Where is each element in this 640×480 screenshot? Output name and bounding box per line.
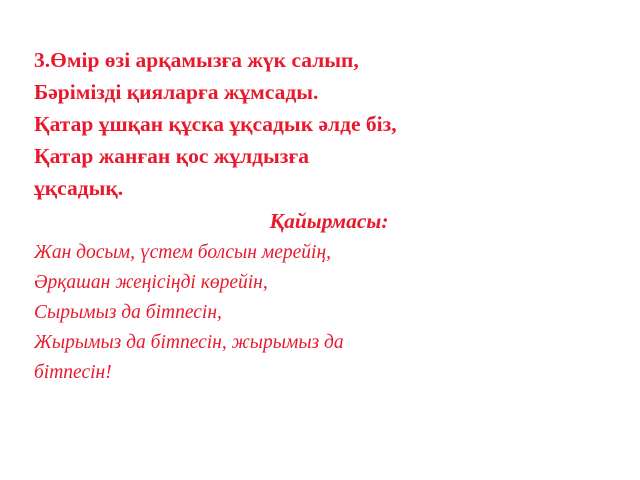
chorus-line: Сырымыз да бітпесін,	[34, 302, 222, 323]
chorus-line: бітпесін!	[34, 362, 112, 383]
refrain-heading: Қайырмасы:	[269, 209, 389, 233]
verse-block	[34, 44, 606, 204]
chorus-line: Жан досым, үстем болсын мерейің,	[34, 242, 331, 263]
chorus-line: Әрқашан жеңісіңді көрейін,	[34, 272, 268, 293]
verse-line: ұқсадық.	[34, 176, 124, 200]
verse-line: 3.Өмір өзі арқамызға жүк салып,	[34, 48, 359, 72]
verse-line: Қатар ұшқан құска ұқсадык әлде біз,	[34, 112, 397, 136]
verse-line: Бәрімізді қияларға жұмсады.	[34, 80, 319, 104]
chorus-block	[34, 238, 606, 388]
chorus-line: Жырымыз да бітпесін, жырымыз да	[34, 332, 344, 353]
verse-line: Қатар жанған қос жұлдызға	[34, 144, 309, 168]
